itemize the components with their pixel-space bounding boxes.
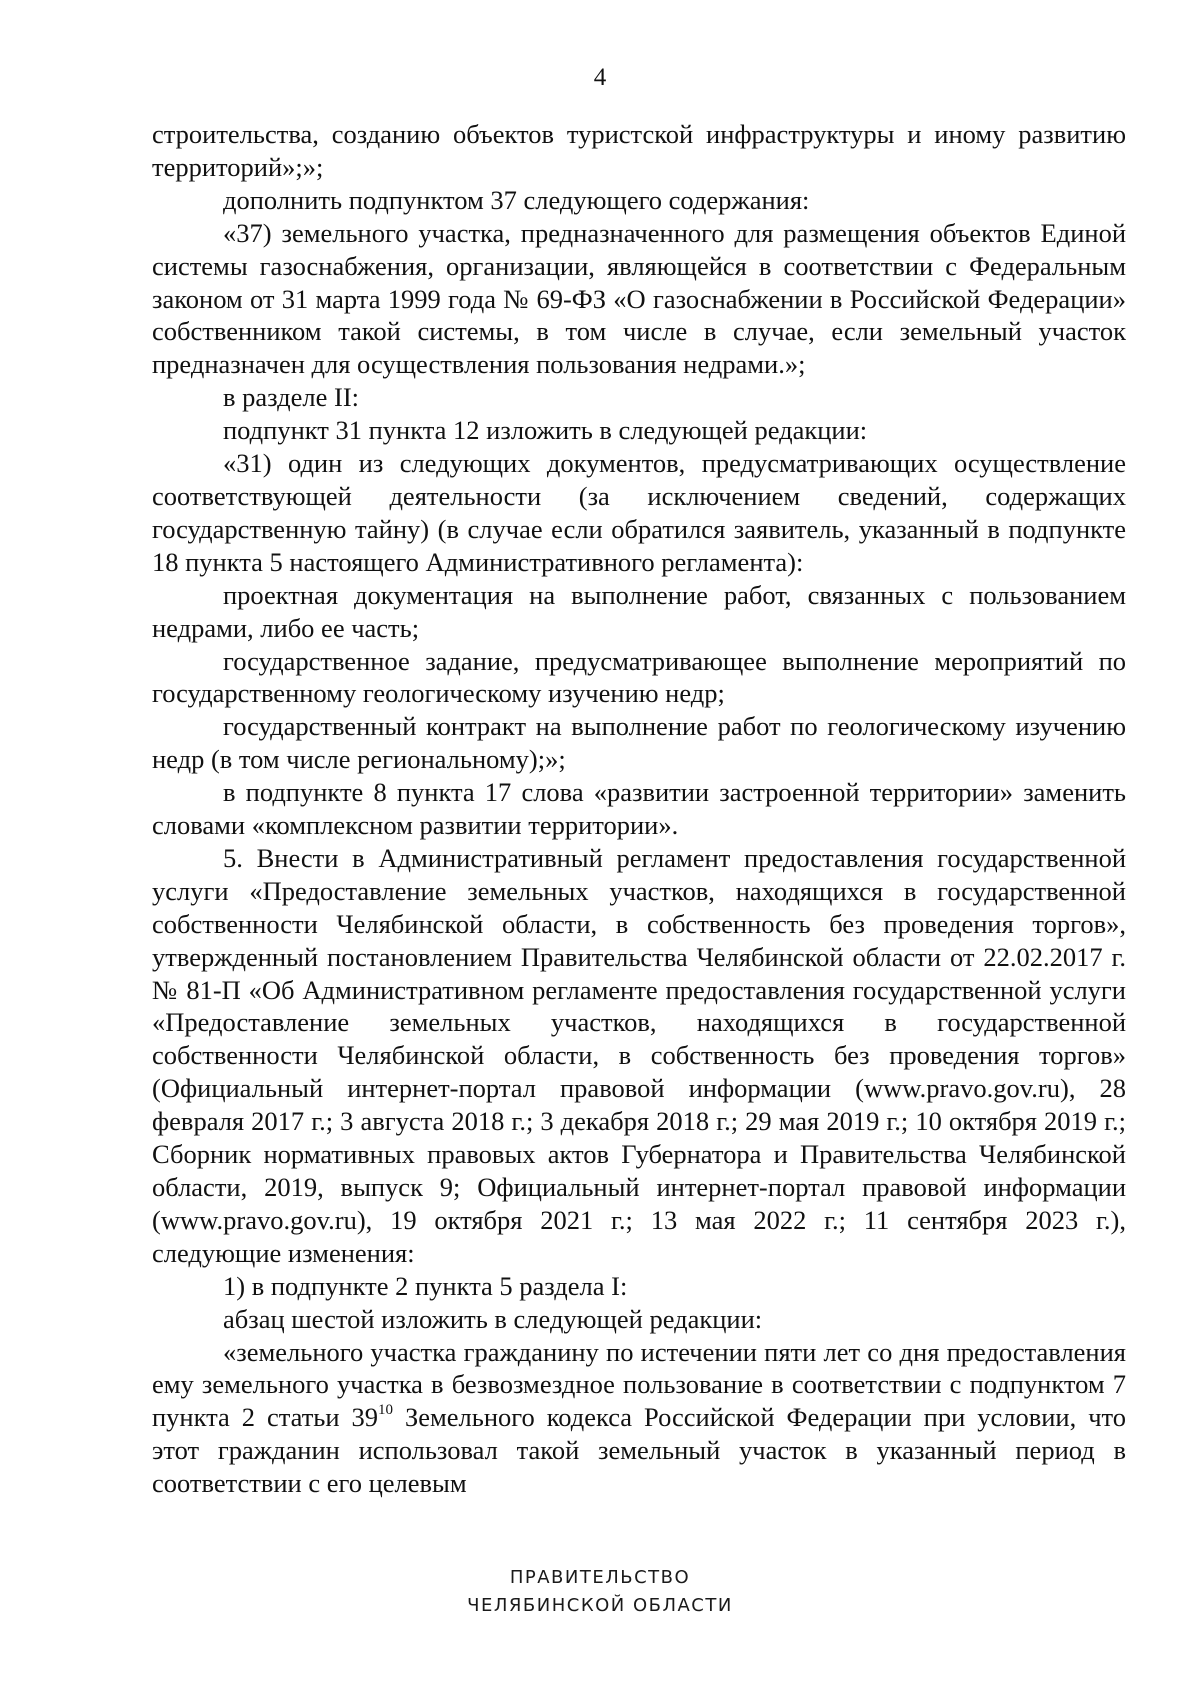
paragraph-sixth-abzac: абзац шестой изложить в следующей редакции: xyxy=(223,1303,763,1334)
article-superscript: 10 xyxy=(378,1402,394,1419)
paragraph-section-2: в разделе II: xyxy=(223,382,360,413)
paragraph-land-plot-citizen xyxy=(152,1336,1126,1501)
land-plot-text-end: Земельного кодекса Российской Федерации при условии, что этот гражданин использовал такой земельный участок в указанный период в соответствии с его целевым xyxy=(152,1402,1126,1499)
paragraph-state-task: государственное задание, предусматривающее выполнение мероприятий по государственному геологическому изучению недр; xyxy=(152,645,1126,709)
paragraph-add-subitem-37: дополнить подпунктом 37 следующего содержания: xyxy=(223,184,810,215)
paragraph-project-docs: проектная документация на выполнение работ, связанных с пользованием недрами, либо ее часть; xyxy=(152,579,1126,643)
government-stamp-line1: ПРАВИТЕЛЬСТВО xyxy=(509,1567,691,1588)
paragraph-subitem-8: в подпункте 8 пункта 17 слова «развитии застроенной территории» заменить словами «комплексном развитии территории». xyxy=(152,777,1126,841)
page-number: 4 xyxy=(593,64,607,91)
paragraph-subitem-1: 1) в подпункте 2 пункта 5 раздела I: xyxy=(223,1270,628,1301)
paragraph-subitem-31: «31) один из следующих документов, предусматривающих осуществление соответствующей деятельности (за исключением сведений, содержащих государственную тайну) (в случае если обратился заявитель, указанный в подпункте 18 пункта 5 настоящего Административного регламента): xyxy=(152,448,1126,577)
paragraph-subitem-31-intro: подпункт 31 пункта 12 изложить в следующей редакции: xyxy=(223,415,868,446)
paragraph-state-contract: государственный контракт на выполнение работ по геологическому изучению недр (в том числе региональному);»; xyxy=(152,711,1126,775)
document-body xyxy=(152,118,1126,1500)
paragraph-item-5: 5. Внести в Административный регламент предоставления государственной услуги «Предоставление земельных участков, находящихся в государственной собственности Челябинской области, в собственность без проведения торгов», утвержденный постановлением Правительства Челябинской области от 22.02.2017 г. № 81-П «Об Административном регламенте предоставления государственной услуги «Предоставление земельных участков, находящихся в государственной собственности Челябинской области, в собственность без проведения торгов» (Официальный интернет-портал правовой информации (www.pravo.gov.ru), 28 февраля 2017 г.; 3 августа 2018 г.; 3 декабря 2018 г.; 29 мая 2019 г.; 10 октября 2019 г.; Сборник нормативных правовых актов Губернатора и Правительства Челябинской области, 2019, выпуск 9; Официальный интернет-портал правовой информации (www.pravo.gov.ru), 19 октября 2021 г.; 13 мая 2022 г.; 11 сентября 2023 г.), следующие изменения: xyxy=(152,842,1126,1268)
land-plot-text-start: «земельного участка гражданину по истечении пяти лет со дня предоставления ему земельного участка в безвозмездное пользование в соответствии с подпунктом 7 пункта 2 статьи 39 xyxy=(152,1336,1126,1433)
paragraph-subitem-37: «37) земельного участка, предназначенного для размещения объектов Единой системы газоснабжения, организации, являющейся в соответствии с Федеральным законом от 31 марта 1999 года № 69-ФЗ «О газоснабжении в Российской Федерации» собственником такой системы, в том числе в случае, если земельный участок предназначен для осуществления пользования недрами.»; xyxy=(152,217,1126,380)
government-stamp-line2: ЧЕЛЯБИНСКОЙ ОБЛАСТИ xyxy=(467,1595,733,1616)
paragraph-continuation: строительства, созданию объектов туристской инфраструктуры и иному развитию территорий»;»; xyxy=(152,119,1126,182)
